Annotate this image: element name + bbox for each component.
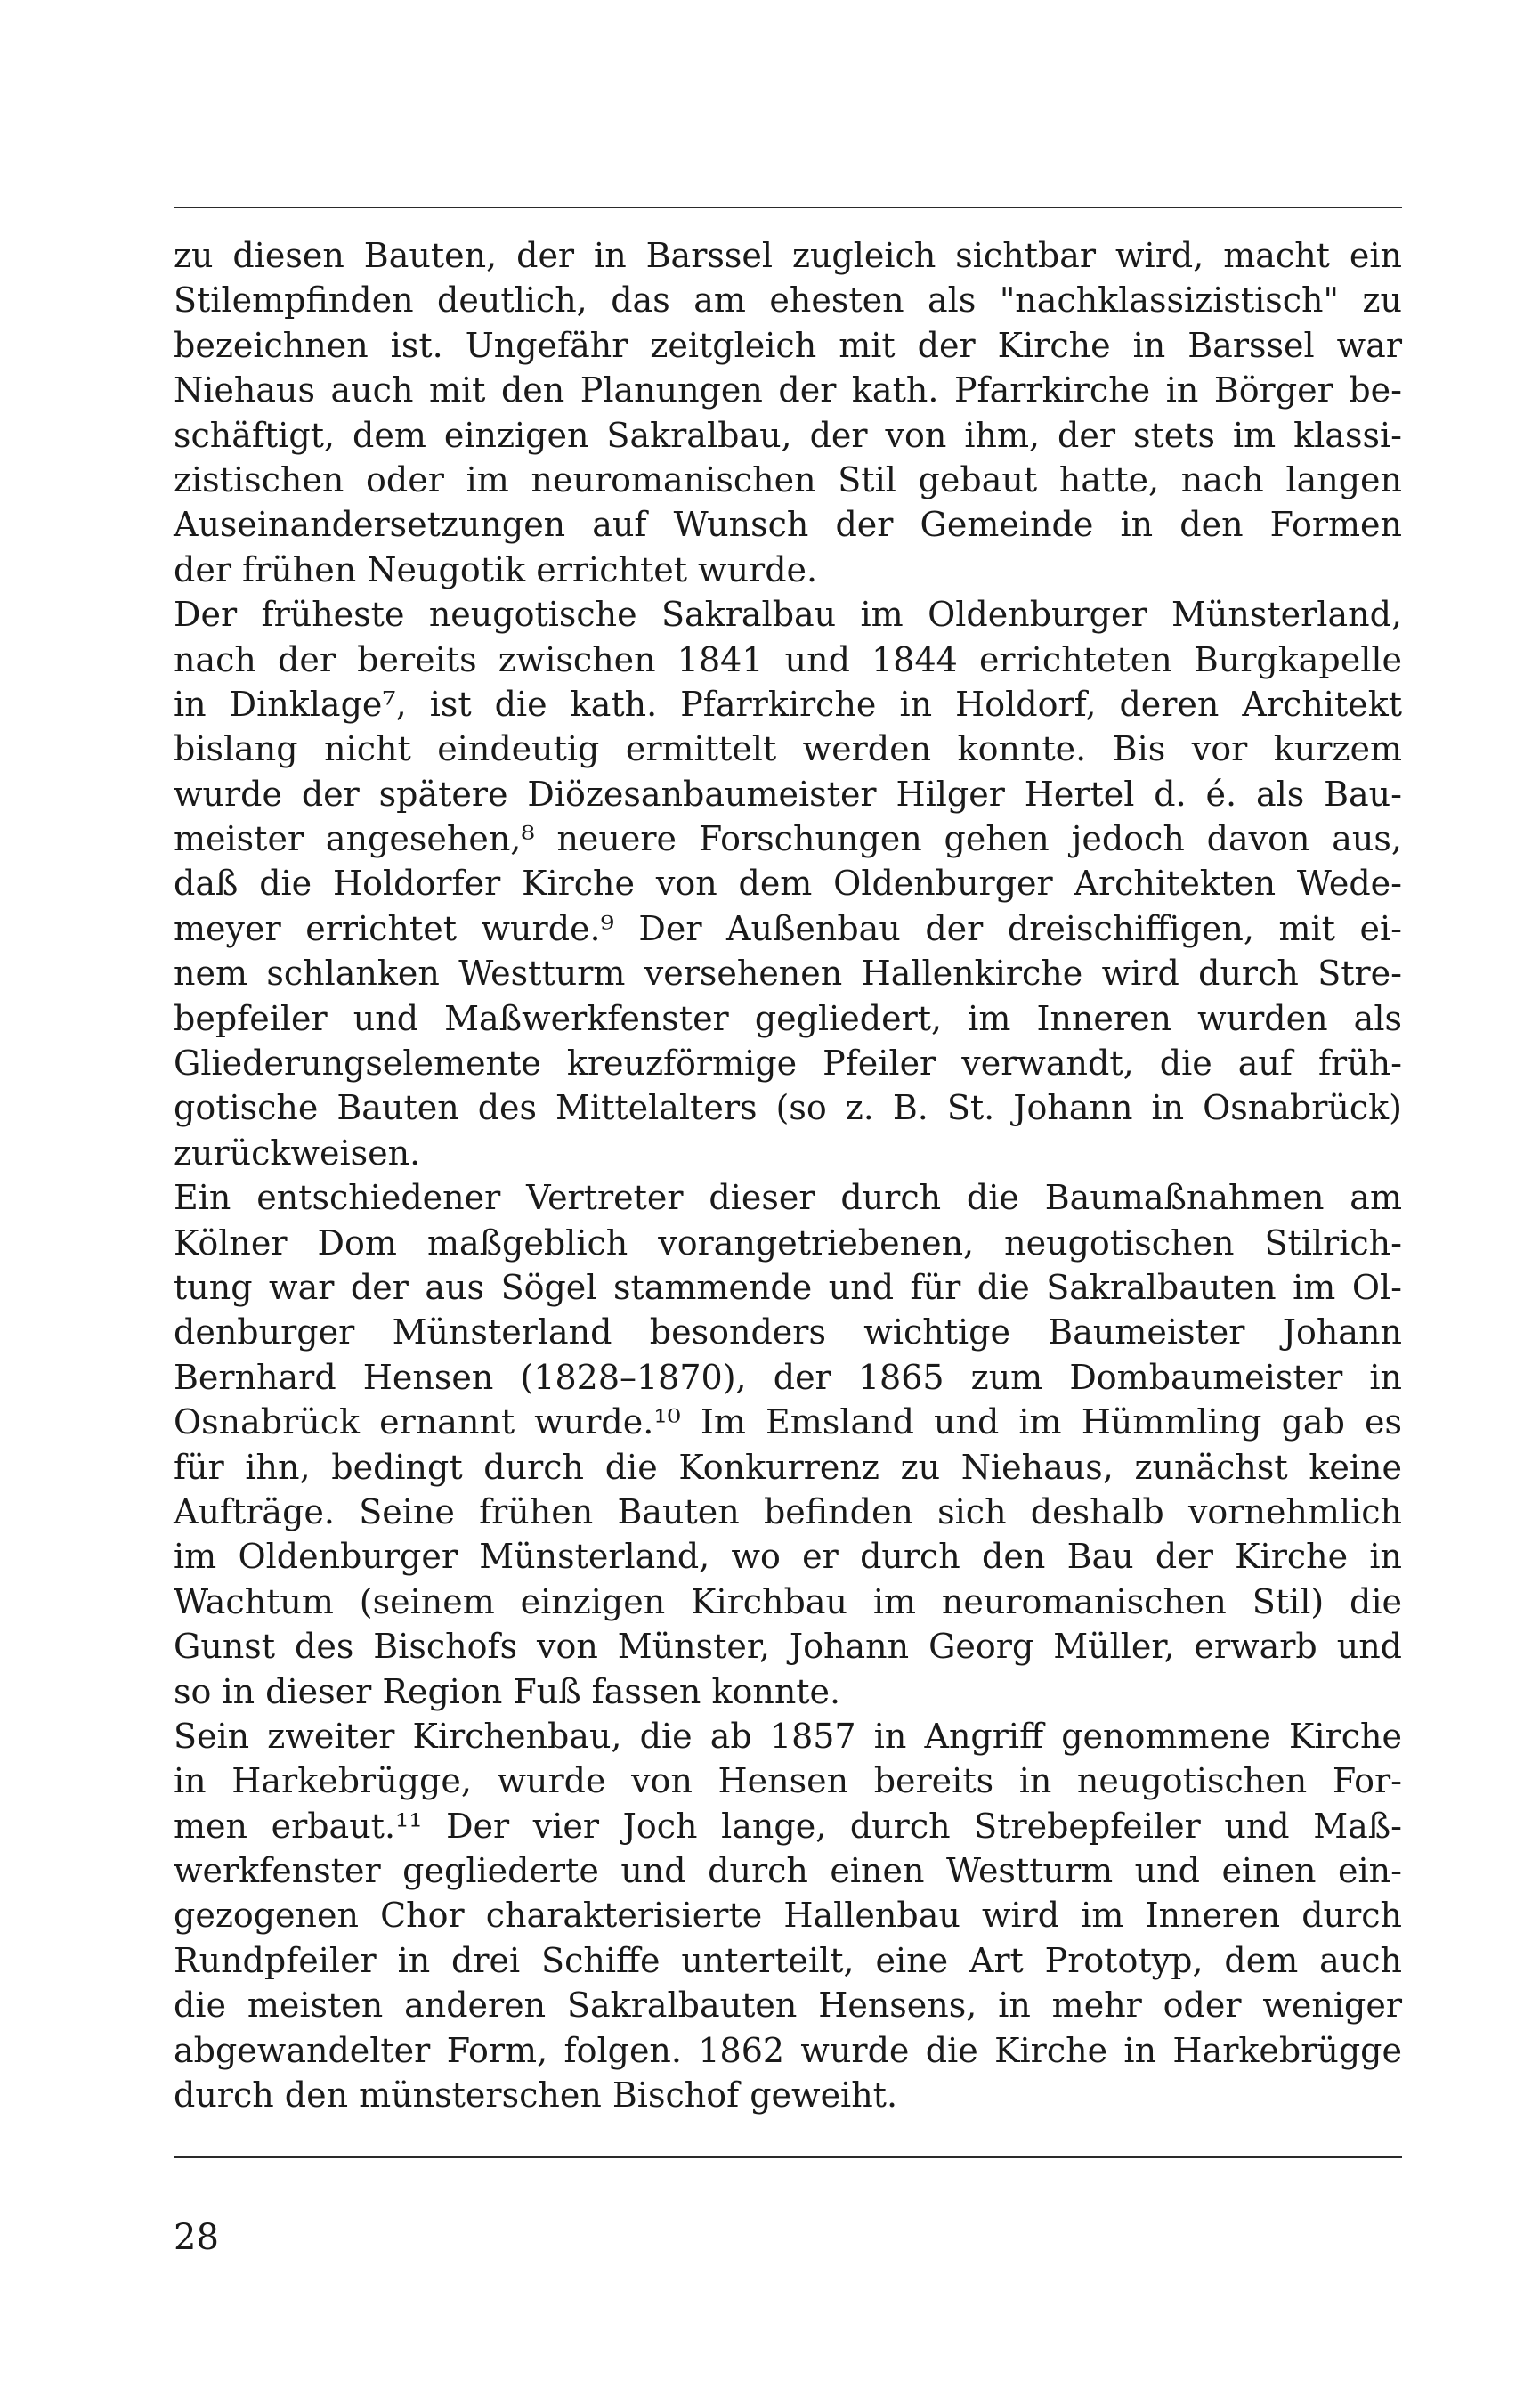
text-line: Wachtum (seinem einzigen Kirchbau im neuromanischen Stil) die bbox=[174, 1581, 1402, 1621]
text-line: in Dinklage⁷, ist die kath. Pfarrkirche in Holdorf, deren Architekt bbox=[174, 684, 1402, 724]
text-line: Niehaus auch mit den Planungen der kath. Pfarrkirche in Börger be- bbox=[174, 370, 1402, 410]
text-line: Kölner Dom maßgeblich vorangetriebenen, neugotischen Stilrich- bbox=[174, 1222, 1402, 1263]
text-line: Auseinandersetzungen auf Wunsch der Gemeinde in den Formen bbox=[174, 505, 1402, 545]
text-line: abgewandelter Form, folgen. 1862 wurde die Kirche in Harkebrügge bbox=[174, 2030, 1402, 2070]
text-line: denburger Münsterland besonders wichtige Baumeister Johann bbox=[174, 1312, 1402, 1352]
text-line: Aufträge. Seine frühen Bauten befinden sich deshalb vornehmlich bbox=[174, 1491, 1402, 1531]
text-line: in Harkebrügge, wurde von Hensen bereits in neugotischen For- bbox=[174, 1761, 1402, 1801]
body-text bbox=[174, 233, 1402, 2117]
text-line: men erbaut.¹¹ Der vier Joch lange, durch Strebepfeiler und Maß- bbox=[174, 1806, 1402, 1846]
text-line: für ihn, bedingt durch die Konkurrenz zu Niehaus, zunächst keine bbox=[174, 1447, 1402, 1487]
text-line: werkfenster gegliederte und durch einen Westturm und einen ein- bbox=[174, 1851, 1402, 1891]
text-line: die meisten anderen Sakralbauten Hensens, in mehr oder weniger bbox=[174, 1986, 1402, 2026]
text-line: bislang nicht eindeutig ermittelt werden konnte. Bis vor kurzem bbox=[174, 729, 1402, 769]
text-line: im Oldenburger Münsterland, wo er durch den Bau der Kirche in bbox=[174, 1537, 1402, 1577]
text-line: bepfeiler und Maßwerkfenster gegliedert, im Inneren wurden als bbox=[174, 998, 1402, 1038]
text-line: Gliederungselemente kreuzförmige Pfeiler verwandt, die auf früh- bbox=[174, 1044, 1402, 1084]
top-rule bbox=[174, 207, 1402, 208]
text-line: meyer errichtet wurde.⁹ Der Außenbau der dreischiffigen, mit ei- bbox=[174, 908, 1402, 948]
text-line: schäftigt, dem einzigen Sakralbau, der von ihm, der stets im klassi- bbox=[174, 415, 1402, 455]
text-line: Rundpfeiler in drei Schiffe unterteilt, eine Art Prototyp, dem auch bbox=[174, 1940, 1402, 1980]
text-line: Osnabrück ernannt wurde.¹⁰ Im Emsland und im Hümmling gab es bbox=[174, 1402, 1402, 1442]
text-line: tung war der aus Sögel stammende und für die Sakralbauten im Ol- bbox=[174, 1267, 1402, 1307]
text-line: nem schlanken Westturm versehenen Hallenkirche wird durch Stre- bbox=[174, 954, 1402, 994]
text-line: Sein zweiter Kirchenbau, die ab 1857 in Angriff genommene Kirche bbox=[174, 1716, 1402, 1756]
bottom-rule bbox=[174, 2156, 1402, 2158]
text-line: meister angesehen,⁸ neuere Forschungen gehen jedoch davon aus, bbox=[174, 819, 1402, 859]
text-line: gotische Bauten des Mittelalters (so z. B. St. Johann in Osnabrück) bbox=[174, 1088, 1402, 1128]
text-line: der frühen Neugotik errichtet wurde. bbox=[174, 549, 818, 589]
text-line: zurückweisen. bbox=[174, 1133, 421, 1173]
text-line: daß die Holdorfer Kirche von dem Oldenburger Architekten Wede- bbox=[174, 864, 1402, 904]
text-line: Ein entschiedener Vertreter dieser durch die Baumaßnahmen am bbox=[174, 1178, 1402, 1218]
text-line: Bernhard Hensen (1828–1870), der 1865 zum Dombaumeister in bbox=[174, 1357, 1402, 1397]
text-line: nach der bereits zwischen 1841 und 1844 errichteten Burgkapelle bbox=[174, 639, 1402, 679]
page-number: 28 bbox=[174, 2217, 219, 2258]
text-line: zu diesen Bauten, der in Barssel zugleich sichtbar wird, macht ein bbox=[174, 236, 1402, 275]
text-line: Gunst des Bischofs von Münster, Johann Georg Müller, erwarb und bbox=[174, 1627, 1402, 1667]
text-line: zistischen oder im neuromanischen Stil gebaut hatte, nach langen bbox=[174, 459, 1402, 499]
text-line: gezogenen Chor charakterisierte Hallenbau wird im Inneren durch bbox=[174, 1896, 1402, 1936]
text-line: bezeichnen ist. Ungefähr zeitgleich mit der Kirche in Barssel war bbox=[174, 325, 1402, 365]
text-line: wurde der spätere Diözesanbaumeister Hilger Hertel d. é. als Bau- bbox=[174, 774, 1402, 814]
text-line: Der früheste neugotische Sakralbau im Oldenburger Münsterland, bbox=[174, 595, 1402, 635]
text-line: so in dieser Region Fuß fassen konnte. bbox=[174, 1671, 841, 1711]
text-line: Stilempfinden deutlich, das am ehesten als "nachklassizistisch" zu bbox=[174, 280, 1402, 321]
text-line: durch den münsterschen Bischof geweiht. bbox=[174, 2075, 898, 2116]
